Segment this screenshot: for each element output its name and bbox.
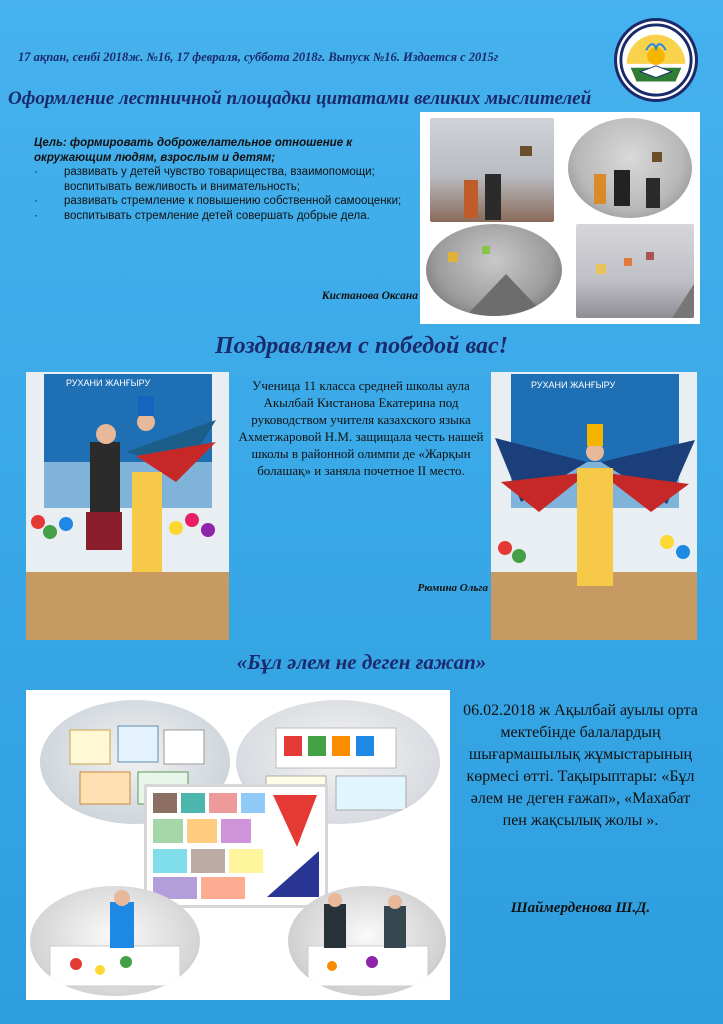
- bullet-marker: ·: [34, 195, 38, 207]
- goal-bullet: [34, 209, 414, 224]
- photo-staircase-2: [568, 118, 692, 218]
- bullet-marker: ·: [34, 166, 38, 178]
- goal-bullet-text: развивать стремление к повышению собственной самооценки;: [64, 195, 402, 207]
- photo-student-with-teacher: [26, 372, 229, 640]
- section-2-title: Поздравляем с победой вас!: [214, 333, 509, 359]
- goal-title: Цель: формировать доброжелательное отношение к окружающим людям, взрослым и детям;: [34, 137, 353, 164]
- goal-bullet: [34, 194, 414, 209]
- goal-block: [34, 136, 414, 223]
- photo-children-drawing-2: [288, 886, 446, 996]
- goal-bullet: [34, 165, 414, 194]
- photo-staircase-3: [426, 224, 562, 316]
- staircase-photo-collage: [420, 112, 700, 324]
- photo-children-drawing-1: [30, 886, 200, 996]
- banner-caption: РУХАНИ ЖАНҒЫРУ: [66, 378, 151, 388]
- section-2-author: Рюмина Ольга: [417, 582, 488, 594]
- photo-student-costume: [491, 372, 697, 640]
- exhibition-photo-collage: [26, 690, 450, 1000]
- photo-exhibition-board: [144, 784, 328, 908]
- section-3-title: «Бұл әлем не деген ғажап»: [236, 650, 487, 674]
- photo-staircase-4: [576, 224, 694, 318]
- goal-bullet-text: развивать у детей чувство товарищества, взаимопомощи; воспитывать вежливость и внимательность;: [64, 166, 375, 193]
- section-3-text: 06.02.2018 ж Ақылбай ауылы орта мектебінде балалардың шығармашылық жұмыстарының көрмесі өтті. Тақырыптары: «Бұл әлем не деген ғажап», «Махабат пен жақсылық жолы ».: [463, 702, 698, 829]
- goal-bullet-text: воспитывать стремление детей совершать добрые дела.: [64, 209, 370, 222]
- banner-caption: РУХАНИ ЖАНҒЫРУ: [531, 380, 616, 390]
- section-2-text: Ученица 11 класса средней школы аула Акылбай Кистанова Екатерина под руководством учителя казахского языка Ахметжаровой Н.М. защищала честь нашей школы в районной олимпи де «Жарқын болашақ» и заняла почетное II место.: [238, 378, 484, 478]
- issue-line: 17 ақпан, сенбі 2018ж. №16, 17 февраля, суббота 2018г. Выпуск №16. Издается с 2015г: [18, 50, 499, 64]
- photo-staircase-1: [430, 118, 554, 222]
- section-1-author: Кистанова Оксана: [321, 290, 418, 302]
- section-3-author: Шаймерденова Ш.Д.: [510, 900, 651, 916]
- section-1-title: Оформление лестничной площадки цитатами великих мыслителей: [8, 88, 592, 109]
- bullet-marker: ·: [34, 209, 38, 222]
